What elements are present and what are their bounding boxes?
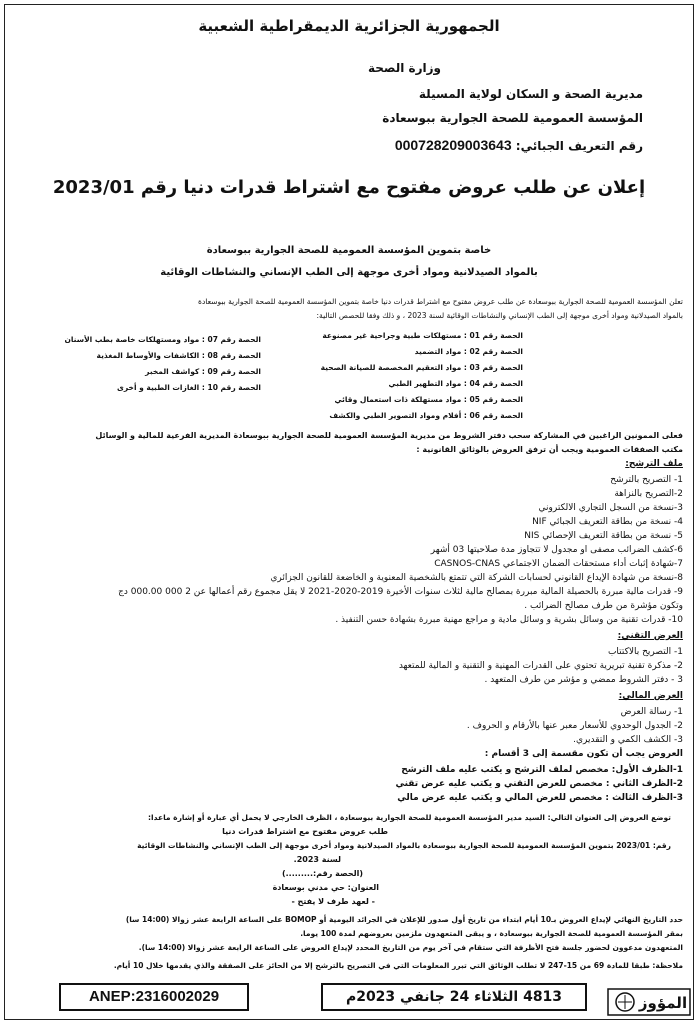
envelope-item: 2-الظرف الثاني : مخصص للعرض التقني و يكتب عليه عرض تقني xyxy=(395,779,683,789)
candidacy-item: 8-نسخة من شهادة الإيداع القانوني لحسابات الشركة التي تتمتع بالشخصية المعنوية و الخاضعة للقانون الجزائري xyxy=(270,573,683,583)
address-line-4: لسنة 2023. xyxy=(293,855,341,864)
lot-item: الحصة رقم 07 : مواد ومستهلكات خاصة بطب الأسنان xyxy=(64,335,261,344)
financial-item: 1- رسالة العرض xyxy=(620,707,683,717)
candidacy-heading: ملف الترشح: xyxy=(625,459,683,469)
newspaper-logo-icon xyxy=(607,985,691,1019)
candidacy-item: 9- قدرات مالية مبررة بالحصيلة المالية مبررة بمصالح مالية لثلاث سنوات الأخيرة 2019-2020-2021 لا يقل مجموع رقم أعمالها عن 2 000 000.00 دج xyxy=(118,587,683,597)
lot-item: الحصة رقم 05 : مواد مستهلكة ذات استعمال وقائي xyxy=(334,395,523,404)
candidacy-item: 3-نسخة من السجل التجاري الالكتروني xyxy=(538,503,683,513)
deadline-line-2: بمقر المؤسسة العمومية للصحة الجوارية ببوسعادة ، و يبقى المتعهدون ملزمين بعروضهم لمدة 100 يوما. xyxy=(300,929,683,938)
envelopes-heading: العروض يجب أن تكون مقسمة إلى 3 أقسام : xyxy=(484,749,683,759)
candidacy-item: 7-شهادة إثبات أداء مستحقات الضمان الاجتماعي CASNOS-CNAS xyxy=(434,559,683,569)
anep-reference-box: ANEP:2316002029 xyxy=(59,983,249,1011)
deadline-line-3: المتعهدون مدعوون لحضور جلسة فتح الأظرفة التي ستقام في آخر يوم من التاريخ المحدد لإيداع العروض على الساعة الرابعة عشر زوالا (14:00 سا). xyxy=(138,943,683,952)
lot-item: الحصة رقم 09 : كواشف المخبر xyxy=(145,367,261,376)
technical-item: 1- التصريح بالاكتتاب xyxy=(607,647,683,657)
republic-heading: الجمهورية الجزائرية الديمقراطية الشعبية xyxy=(198,17,500,35)
financial-item: 3- الكشف الكمي و التقديري. xyxy=(573,735,683,745)
newspaper-ad-page xyxy=(4,4,694,1020)
directorate-line: مديرية الصحة و السكان لولاية المسيلة xyxy=(418,87,643,101)
lot-item: الحصة رقم 10 : الغازات الطبية و أخرى xyxy=(117,383,261,392)
newspaper-logo xyxy=(607,985,691,1019)
ministry-line: وزارة الصحة xyxy=(367,61,441,75)
lot-item: الحصة رقم 04 : مواد التطهير الطبي xyxy=(388,379,523,388)
intro-line-1: تعلن المؤسسة العمومية للصحة الجوارية ببوسعادة عن طلب عروض مفتوح مع اشتراط قدرات دنيا خاصة بتموين المؤسسة العمومية للصحة الجوارية ببوسعادة xyxy=(198,297,683,306)
technical-item: 2- مذكرة تقنية تبريرية تحتوي على القدرات المهنية و التقنية و المالية للمتعهد xyxy=(398,661,683,671)
candidacy-item: 6-كشف الضرائب مصفى او مجدول لا تتجاوز مدة صلاحيتها 03 أشهر xyxy=(430,545,683,555)
lot-item: الحصة رقم 08 : الكاشفات والأوساط المغذية xyxy=(96,351,261,360)
financial-item: 2- الجدول الوحدوي للأسعار معبر عنها بالأرقام و الحروف . xyxy=(466,721,683,731)
candidacy-item: 2-التصريح بالنزاهة xyxy=(614,489,683,499)
financial-heading: العرض المالي: xyxy=(618,691,683,701)
address-line-3: رقم: 2023/01 بتموين المؤسسة العمومية للصحة الجوارية ببوسعادة بالمواد الصيدلانية ومواد أخرى موجهة إلى الطب الإنساني والنشاطات الوقائية xyxy=(137,841,671,850)
lot-item: الحصة رقم 06 : أفلام ومواد التصوير الطبي والكشف xyxy=(329,411,523,420)
address-line-5: (الحصة رقم:.........) xyxy=(281,869,363,878)
lot-item: الحصة رقم 01 : مستهلكات طبية وجراحية غير مصنوعة xyxy=(322,331,523,340)
candidacy-item: 4- نسخة من بطاقة التعريف الجبائي NIF xyxy=(532,517,683,527)
technical-heading: العرض التقني: xyxy=(617,631,683,641)
institution-line: المؤسسة العمومية للصحة الجوارية ببوسعادة xyxy=(382,111,643,125)
subtitle-line-1: خاصة بتموين المؤسسة العمومية للصحة الجوارية ببوسعادة xyxy=(206,245,492,256)
candidacy-item: 10- قدرات تقنية من وسائل بشرية و وسائل مادية و مراجع مهنية مبررة بشهادة حسن التنفيذ . xyxy=(335,615,683,625)
logo-wordmark: المؤوز xyxy=(638,994,688,1012)
address-line-6: العنوان: حي مدني بوسعادة xyxy=(272,883,379,892)
envelope-item: 1-الظرف الأول: مخصص لملف الترشح و يكتب عليه ملف الترشح xyxy=(401,765,683,775)
lot-item: الحصة رقم 02 : مواد التضميد xyxy=(414,347,523,356)
candidacy-item: وتكون مؤشرة من طرف مصالح الضرائب . xyxy=(524,601,683,611)
deadline-note: ملاحظة: طبقا للمادة 69 من 15-247 لا تطلب الوثائق التي تبرر المعلومات التي في التصريح بالترشح إلا من الحائز على الصفقة والذي يقدمها خلال 10 أيام. xyxy=(113,961,683,970)
lot-item: الحصة رقم 03 : مواد التعقيم المخصصة للصيانة الصحية xyxy=(320,363,523,372)
subtitle-line-2: بالمواد الصيدلانية ومواد أخرى موجهة إلى الطب الإنساني والنشاطات الوقائية xyxy=(160,267,538,278)
address-line-1: توضع العروض إلى العنوان التالي: السيد مدير المؤسسة العمومية للصحة الجوارية ببوسعادة ، الظرف الخارجي لا يحمل أي عبارة أو إشارة ماعدا: xyxy=(148,813,671,822)
tax-id-row xyxy=(395,137,643,153)
invite-line-1: فعلى الممونين الراغبين في المشاركة سحب دفتر الشروط من مديرية المؤسسة العمومية للصحة الجوارية ببوسعادة المديرية الفرعية للمالية و الوسائل xyxy=(95,431,683,440)
address-line-7: - لعهد طرف لا يفتح - xyxy=(291,897,375,906)
tax-id-label: رقم التعريف الجبائي: xyxy=(515,139,643,153)
envelope-item: 3-الظرف الثالث : مخصص للعرض المالي و يكتب عليه عرض مالي xyxy=(397,793,683,803)
candidacy-item: 5- نسخة من بطاقة التعريف الإحصائي NIS xyxy=(524,531,683,541)
tax-id-value: 000728209003643 xyxy=(394,137,512,153)
technical-item: 3 - دفتر الشروط ممضي و مؤشر من طرف المتعهد . xyxy=(484,675,683,685)
intro-line-2: بالمواد الصيدلانية ومواد أخرى موجهة إلى الطب الإنساني والنشاطات الوقائية لسنة 2023 ، و ذلك وفقا للحصص التالية: xyxy=(316,311,683,320)
announcement-title: إعلان عن طلب عروض مفتوح مع اشتراط قدرات دنيا رقم 2023/01 xyxy=(52,177,646,198)
issue-date-box: 4813 الثلاثاء 24 جانفي 2023م xyxy=(321,983,587,1011)
candidacy-item: 1- التصريح بالترشح xyxy=(610,475,683,485)
invite-line-2: مكتب الصفقات العمومية ويجب أن ترفق العروض بالوثائق القانونية : xyxy=(416,445,683,454)
address-line-2: طلب عروض مفتوح مع اشتراط قدرات دنيا xyxy=(222,827,388,836)
deadline-line-1: حدد التاريخ النهائي لإيداع العروض بـ10 أيام ابتداء من تاريخ أول صدور للإعلان في الجرائد اليومية أو BOMOP على الساعة الرابعة عشر زوالا (14:00 سا) xyxy=(125,915,683,924)
